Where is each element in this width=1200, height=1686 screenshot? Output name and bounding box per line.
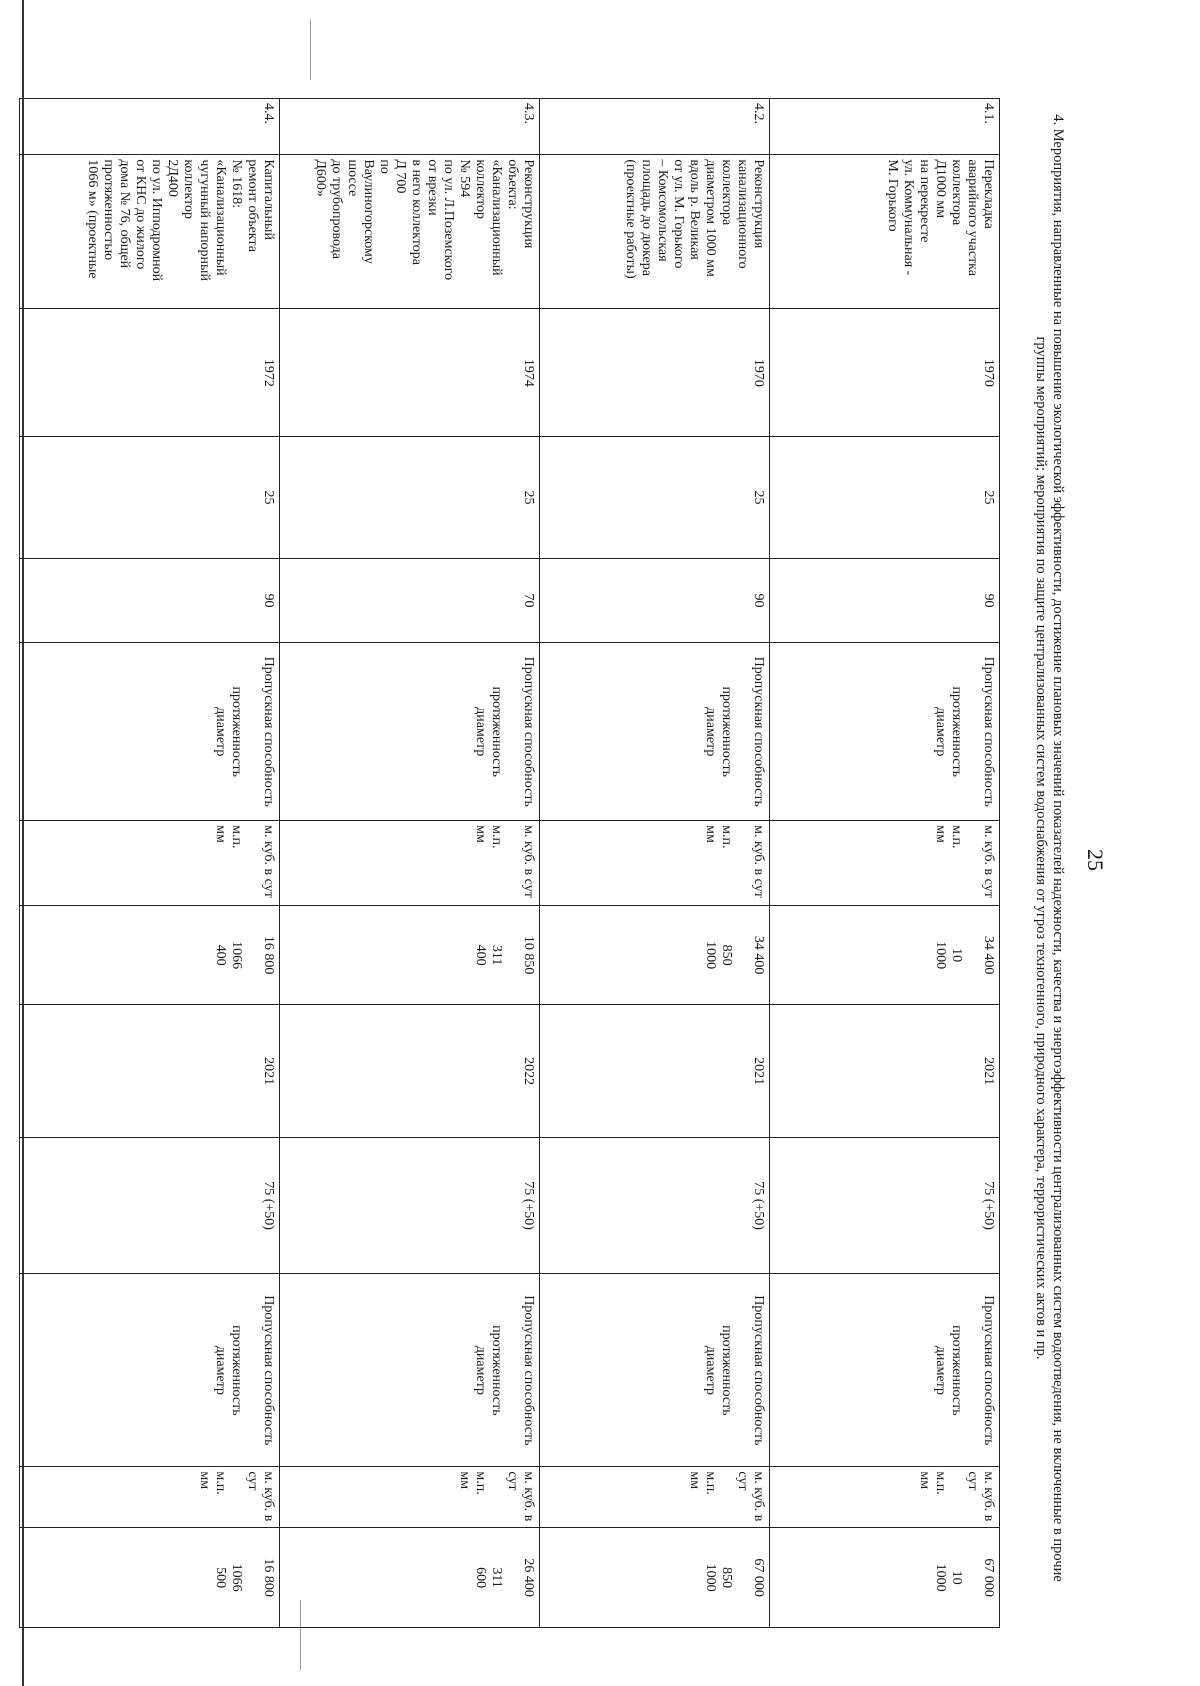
table-row xyxy=(770,99,1000,1628)
name-cell xyxy=(280,155,540,309)
norm-cell: 25 xyxy=(540,437,770,558)
name-line: М. Горького xyxy=(885,159,900,232)
new_units-line: м. куб. в сут xyxy=(505,1471,536,1522)
new_units-line: мм xyxy=(457,1471,472,1490)
values-line: 10 xyxy=(949,948,964,963)
new_units-line: м. куб. в сут xyxy=(245,1471,276,1522)
params-line: протяженность xyxy=(949,686,964,777)
values-cell xyxy=(770,905,1000,1005)
table-row xyxy=(280,99,540,1628)
values-line: 400 xyxy=(473,944,488,966)
new-params-cell xyxy=(20,1274,280,1467)
name-line: Д 700 xyxy=(393,159,408,194)
name-line: аварийного участка xyxy=(965,159,980,276)
new_norm-cell: 75 (+50) xyxy=(280,1137,540,1274)
name-line: «Канализационный xyxy=(489,159,504,276)
params-line: Пропускная способность xyxy=(981,656,996,807)
norm-cell: 25 xyxy=(20,437,280,558)
plan_year-cell: 2021 xyxy=(540,1005,770,1137)
new_units-line: м.п. xyxy=(703,1471,718,1495)
name-line: по ул. Ипподромной xyxy=(149,159,164,282)
new_units-line: м. куб. в сут xyxy=(735,1471,766,1522)
name-line: диаметром 1000 мм xyxy=(703,159,718,277)
name-line: коллектор xyxy=(181,159,196,220)
new_params-line: протяженность xyxy=(229,1325,244,1416)
new_params-line: протяженность xyxy=(949,1325,964,1416)
units-line: мм xyxy=(213,825,228,843)
name-line: протяженностью xyxy=(101,159,116,261)
new_units-line: м. куб. в сут xyxy=(965,1471,996,1522)
params-line: диаметр xyxy=(933,707,948,757)
new-values-cell xyxy=(20,1528,280,1628)
params-cell xyxy=(770,643,1000,821)
new-params-cell xyxy=(770,1274,1000,1467)
num-cell: 4.4. xyxy=(20,99,280,155)
name-line: чугунный напорный xyxy=(197,159,212,281)
units-line: м. куб. в сут xyxy=(521,825,536,898)
num-cell: 4.2. xyxy=(540,99,770,155)
new_params-line: диаметр xyxy=(703,1345,718,1395)
values-line: 10 850 xyxy=(521,935,536,975)
units-line: м.п. xyxy=(489,825,504,849)
new_units-line: м.п. xyxy=(933,1471,948,1495)
new_values-line: 500 xyxy=(213,1567,228,1589)
units-cell xyxy=(280,821,540,906)
year-cell: 1972 xyxy=(20,309,280,437)
new_norm-cell: 75 (+50) xyxy=(540,1137,770,1274)
name-line: (проектные работы) xyxy=(623,159,638,279)
units-line: м.п. xyxy=(229,825,244,849)
units-line: мм xyxy=(933,825,948,843)
wear-cell: 90 xyxy=(540,558,770,643)
new_values-line: 1000 xyxy=(933,1563,948,1592)
new-values-cell xyxy=(540,1528,770,1628)
params-line: диаметр xyxy=(213,707,228,757)
units-line: м.п. xyxy=(719,825,734,849)
plan_year-cell: 2021 xyxy=(770,1005,1000,1137)
name-line: ремонт объекта xyxy=(245,159,260,252)
params-cell xyxy=(540,643,770,821)
name-line: Реконструкция xyxy=(521,159,536,249)
name-line: 1066 м» (проектные xyxy=(85,159,100,279)
new_params-line: протяженность xyxy=(719,1325,734,1416)
new_values-line: 67 000 xyxy=(981,1558,996,1597)
units-line: м. куб. в сут xyxy=(261,825,276,898)
new-units-cell xyxy=(280,1467,540,1528)
name-line: по ул. Л.Поземского xyxy=(441,159,456,281)
params-cell xyxy=(20,643,280,821)
values-cell xyxy=(20,905,280,1005)
table-row xyxy=(540,99,770,1628)
values-line: 16 800 xyxy=(261,935,276,975)
new_params-line: Пропускная способность xyxy=(751,1295,766,1446)
values-line: 1000 xyxy=(933,941,948,970)
name-line: коллектор xyxy=(473,159,488,220)
values-line: 1066 xyxy=(229,941,244,970)
section-heading: 4. Мероприятия, направленные на повышение экологической эффективности, достижение плановых значений показателей надежности, качества и энергоэффективности централизованных систем водоотведения, не включенные в прочие группы мероприятий; мероприятия по защите централизованных систем водоснабжения от угроз техногенного, природного характера, террористических актов и пр. xyxy=(1033,114,1066,1582)
name-line: дома № 76, общей xyxy=(117,159,132,269)
values-line: 34 400 xyxy=(751,935,766,975)
new_values-line: 26 400 xyxy=(521,1558,536,1597)
name-line: площадь до дюкера xyxy=(639,159,654,276)
params-line: Пропускная способность xyxy=(261,656,276,807)
new_params-line: протяженность xyxy=(489,1325,504,1416)
year-cell: 1970 xyxy=(540,309,770,437)
values-cell xyxy=(540,905,770,1005)
new-params-cell xyxy=(280,1274,540,1467)
name-line: на перекресте xyxy=(917,159,932,243)
name-line: № 1618: xyxy=(229,159,244,209)
values-line: 311 xyxy=(489,944,504,966)
name-line: Капитальный xyxy=(261,159,276,240)
params-line: диаметр xyxy=(703,707,718,757)
name-line: Перекладка xyxy=(981,159,996,229)
new_params-line: диаметр xyxy=(933,1345,948,1395)
new-units-cell xyxy=(770,1467,1000,1528)
year-cell: 1974 xyxy=(280,309,540,437)
name-cell xyxy=(770,155,1000,309)
params-line: протяженность xyxy=(229,686,244,777)
plan_year-cell: 2021 xyxy=(20,1005,280,1137)
name-line: в него коллектора xyxy=(409,159,424,265)
name-line: Д1000 мм xyxy=(933,159,948,219)
units-line: мм xyxy=(703,825,718,843)
new-units-cell xyxy=(540,1467,770,1528)
num-cell: 4.3. xyxy=(280,99,540,155)
new_norm-cell: 75 (+50) xyxy=(20,1137,280,1274)
new_norm-cell: 75 (+50) xyxy=(770,1137,1000,1274)
norm-cell: 25 xyxy=(770,437,1000,558)
rotated-page xyxy=(85,70,1110,1650)
new_units-line: м.п. xyxy=(473,1471,488,1495)
name-line: коллектора xyxy=(719,159,734,226)
name-line: канализационного xyxy=(735,159,750,269)
values-cell xyxy=(280,905,540,1005)
new_values-line: 10 xyxy=(949,1570,964,1585)
name-line: от врезки xyxy=(425,159,440,216)
new_params-line: Пропускная способность xyxy=(981,1295,996,1446)
name-line: Ваулиногорскому xyxy=(361,159,376,264)
units-line: мм xyxy=(473,825,488,843)
values-line: 400 xyxy=(213,944,228,966)
name-line: 2Д400 xyxy=(165,159,180,197)
name-line: – Комсомольская xyxy=(655,159,670,262)
year-cell: 1970 xyxy=(770,309,1000,437)
units-line: м. куб. в сут xyxy=(751,825,766,898)
new_units-line: мм xyxy=(197,1471,212,1490)
wear-cell: 70 xyxy=(280,558,540,643)
new_values-line: 311 xyxy=(489,1567,504,1588)
new_values-line: 1066 xyxy=(229,1563,244,1592)
new_values-line: 850 xyxy=(719,1567,734,1589)
params-line: Пропускная способность xyxy=(751,656,766,807)
new_values-line: 600 xyxy=(473,1567,488,1589)
table-row xyxy=(20,99,280,1628)
params-line: протяженность xyxy=(489,686,504,777)
new-values-cell xyxy=(280,1528,540,1628)
name-cell xyxy=(20,155,280,309)
name-line: Реконструкция xyxy=(751,159,766,249)
units-line: м. куб. в сут xyxy=(981,825,996,898)
new_params-line: диаметр xyxy=(213,1345,228,1395)
new_params-line: Пропускная способность xyxy=(261,1295,276,1446)
wear-cell: 90 xyxy=(20,558,280,643)
params-line: диаметр xyxy=(473,707,488,757)
units-cell xyxy=(770,821,1000,906)
units-line: м.п. xyxy=(949,825,964,849)
new_params-line: Пропускная способность xyxy=(521,1295,536,1446)
measures-table xyxy=(19,98,1000,1628)
norm-cell: 25 xyxy=(280,437,540,558)
name-line: коллектора xyxy=(949,159,964,226)
name-line: ул. Коммунальная - xyxy=(901,159,916,276)
params-cell xyxy=(280,643,540,821)
new-values-cell xyxy=(770,1528,1000,1628)
units-cell xyxy=(20,821,280,906)
wear-cell: 90 xyxy=(770,558,1000,643)
name-line: объекта: xyxy=(505,159,520,210)
name-line: от КНС до жилого xyxy=(133,159,148,270)
name-cell xyxy=(540,155,770,309)
params-line: Пропускная способность xyxy=(521,656,536,807)
values-line: 1000 xyxy=(703,941,718,970)
name-line: № 594 xyxy=(457,159,472,198)
new_params-line: диаметр xyxy=(473,1345,488,1395)
params-line: протяженность xyxy=(719,686,734,777)
name-line: от ул. М. Горького xyxy=(671,159,686,269)
new_units-line: м.п. xyxy=(213,1471,228,1495)
plan_year-cell: 2022 xyxy=(280,1005,540,1137)
new_values-line: 16 800 xyxy=(261,1558,276,1597)
new_units-line: мм xyxy=(687,1471,702,1490)
name-line: шоссе xyxy=(345,159,360,197)
new_values-line: 67 000 xyxy=(751,1558,766,1597)
name-line: Д600» xyxy=(313,159,328,197)
name-line: вдоль р. Великая xyxy=(687,159,702,260)
name-line: до трубопровода xyxy=(329,159,344,259)
values-line: 850 xyxy=(719,944,734,966)
page-number: 25 xyxy=(1083,849,1108,871)
name-line: по xyxy=(377,159,392,174)
new_units-line: мм xyxy=(917,1471,932,1490)
units-cell xyxy=(540,821,770,906)
new-params-cell xyxy=(540,1274,770,1467)
name-line: «Канализационный xyxy=(213,159,228,276)
values-line: 34 400 xyxy=(981,935,996,975)
new_values-line: 1000 xyxy=(703,1563,718,1592)
num-cell: 4.1. xyxy=(770,99,1000,155)
new-units-cell xyxy=(20,1467,280,1528)
